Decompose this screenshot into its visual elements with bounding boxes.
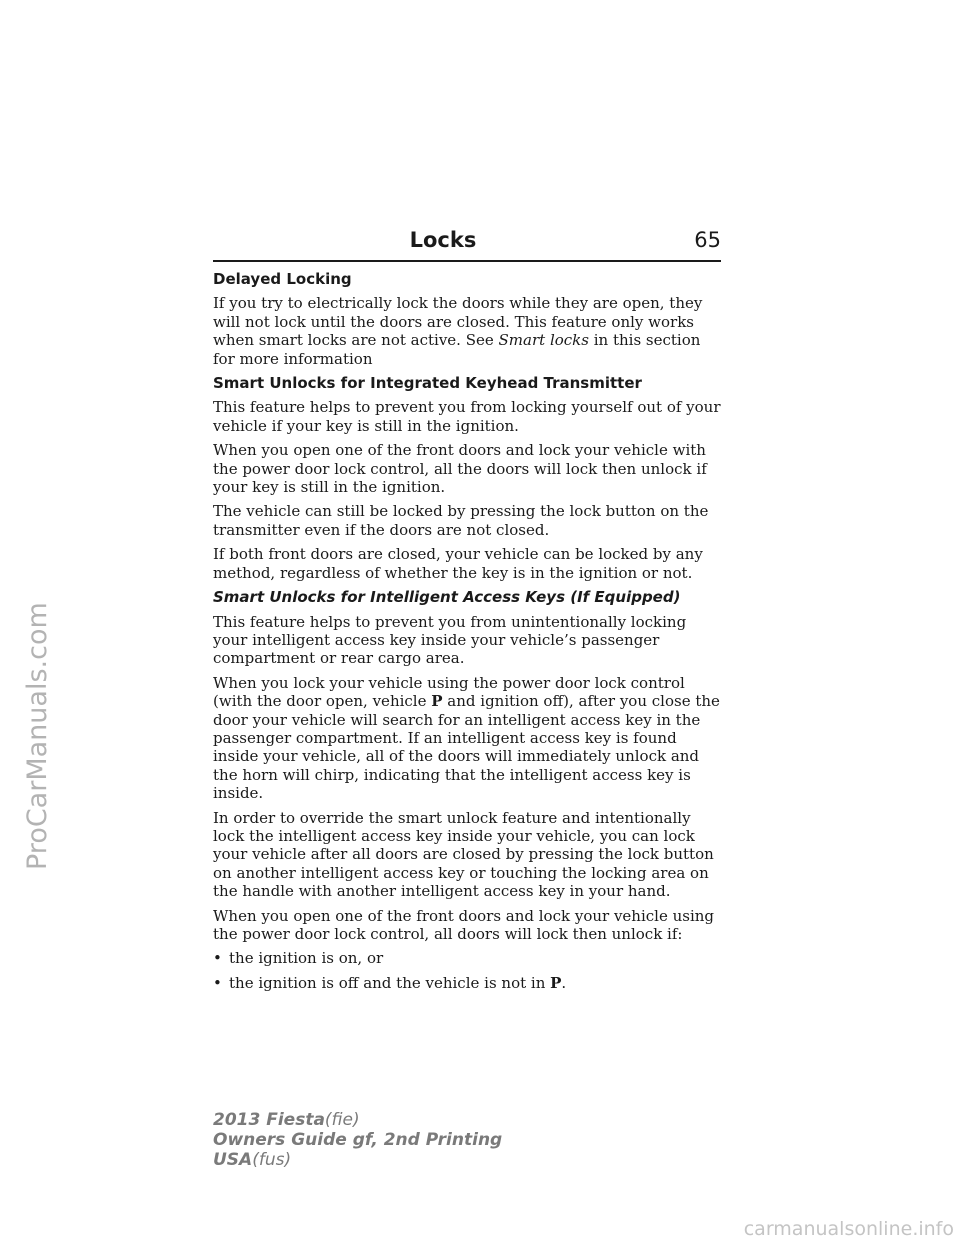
paragraph: The vehicle can still be locked by pressing the lock button on the transmitter even if the doors are not closed. [213,502,709,539]
paragraph: When you open one of the front doors and lock your vehicle using the power door lock control, all doors will lock then unlock if: [213,906,715,943]
site-watermark: carmanualsonline.info [743,1218,954,1240]
page-body [213,270,725,998]
heading-delayed-locking: Delayed Locking [213,270,352,288]
page-footer [213,1110,502,1170]
paragraph: If both front doors are closed, your vehicle can be locked by any method, regardless of whether the key is in the ignition or not. [213,545,703,582]
heading-smart-unlocks-keyhead: Smart Unlocks for Integrated Keyhead Transmitter [213,374,642,393]
paragraph: In order to override the smart unlock feature and intentionally lock the intelligent access key inside your vehicle, you can lock your vehicle after all doors are closed by pressing the lock button on another intelligent access key or touching the locking area on the handle with another intelligent access key in your hand. [213,808,714,901]
list-item [213,949,725,967]
bullet-icon: • [213,949,222,968]
text-run: If you try to electrically lock the doors while they are open, they will not lock until the doors are closed. This feature only works when smart locks are not active. See [213,294,703,350]
text-run: and ignition off), after you close the door your vehicle will search for an intelligent access key in the passenger compartment. If an intelligent access key is found inside your vehicle, all of the doors will immediately unlock and the horn will chirp, indicating that the intelligent access key is inside. [213,692,720,803]
watermark-vertical: ProCarManuals.com [22,602,53,870]
bullet-list [213,949,725,992]
text-run: in this section for more information [213,331,701,368]
section-title: Locks [409,228,477,252]
paragraph: This feature helps to prevent you from locking yourself out of your vehicle if your key is still in the ignition. [213,398,721,435]
heading-smart-unlocks-intelligent: Smart Unlocks for Intelligent Access Keys (If Equipped) [213,588,681,607]
model-code: (fie) [324,1110,360,1130]
paragraph [213,674,725,803]
cross-reference: Smart locks [498,331,589,350]
bullet-icon: • [213,973,222,992]
text-run: . [561,973,567,992]
text-run: When you lock your vehicle using the power door lock control (with the door open, vehicle [213,673,685,711]
gear-position: P [431,692,443,711]
footer-line [213,1150,502,1170]
model-name: 2013 Fiesta [213,1110,325,1130]
gear-position: P [550,973,562,992]
footer-line [213,1110,502,1130]
footer-line: Owners Guide gf, 2nd Printing [213,1130,503,1150]
page-header [213,226,721,262]
text-run: the ignition is on, or [229,949,384,968]
paragraph [213,294,725,368]
page-number: 65 [694,228,721,252]
list-item [213,974,725,992]
market-name: USA [213,1150,253,1170]
market-code: (fus) [252,1150,292,1170]
text-run: the ignition is off and the vehicle is not in [229,973,551,992]
paragraph: This feature helps to prevent you from unintentionally locking your intelligent access key inside your vehicle’s passenger compartment or rear cargo area. [213,612,687,668]
paragraph: When you open one of the front doors and lock your vehicle with the power door lock control, all the doors will lock then unlock if your key is still in the ignition. [213,441,707,497]
